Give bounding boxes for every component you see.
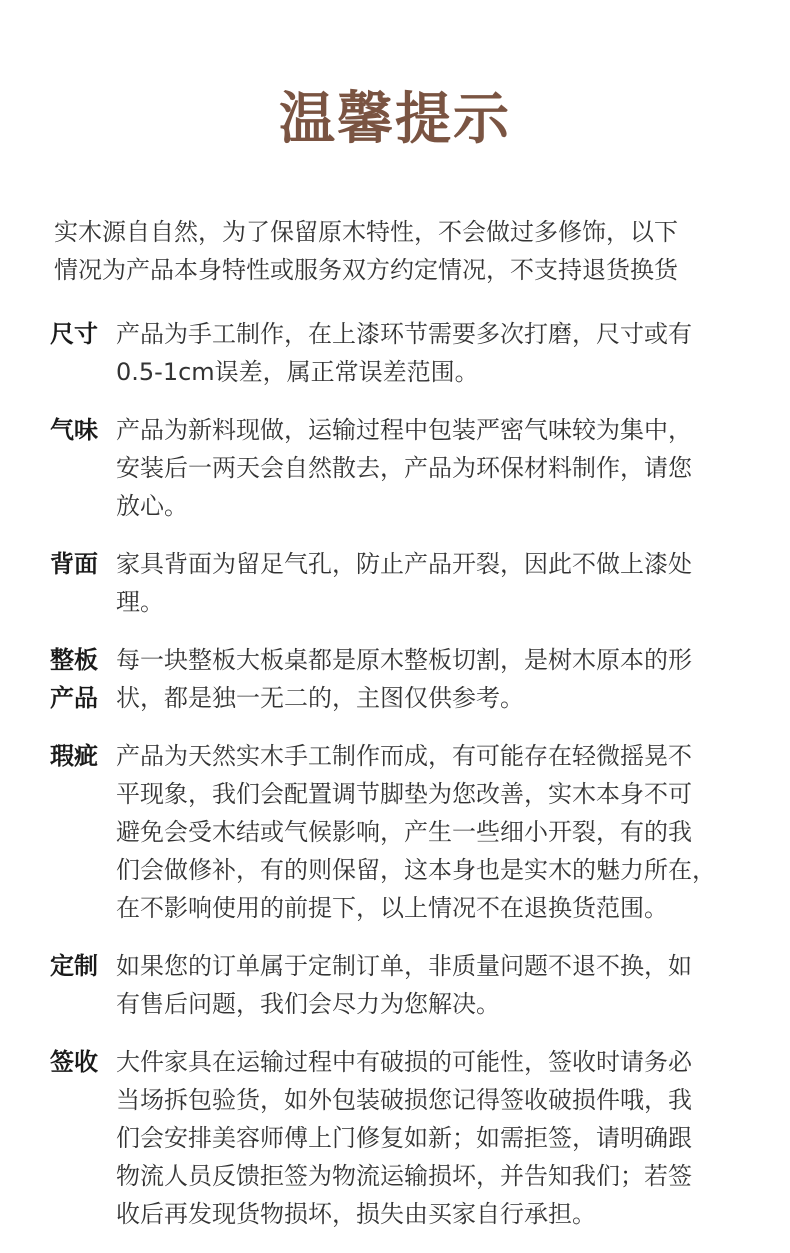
label-line: 尺寸 — [50, 320, 98, 348]
label-line: 背面 — [50, 550, 98, 578]
notice-items — [50, 315, 750, 1253]
label-line: 瑕疵 — [50, 742, 98, 770]
text-line: 避免会受木结或气候影响，产生一些细小开裂，有的我 — [116, 818, 692, 846]
text-line: 产品为新料现做，运输过程中包装严密气味较为集中， — [116, 416, 692, 444]
text-line: 产品为手工制作，在上漆环节需要多次打磨，尺寸或有 — [116, 320, 692, 348]
text-line: 每一块整板大板桌都是原木整板切割，是树木原本的形 — [116, 646, 692, 674]
notice-item-slab — [50, 641, 750, 717]
notice-item-label — [50, 737, 116, 775]
notice-item-text — [116, 737, 750, 927]
intro-paragraph — [54, 213, 744, 289]
text-line: 产品为天然实木手工制作而成，有可能存在轻微摇晃不 — [116, 742, 692, 770]
text-line: 安装后一两天会自然散去，产品为环保材料制作，请您 — [116, 454, 692, 482]
label-line: 整板 — [50, 646, 98, 674]
text-line: 们会安排美容师傅上门修复如新；如需拒签，请明确跟 — [116, 1124, 692, 1152]
label-line: 气味 — [50, 416, 98, 444]
label-line: 签收 — [50, 1048, 98, 1076]
label-line: 定制 — [50, 952, 98, 980]
notice-item-label — [50, 545, 116, 583]
notice-item-label — [50, 315, 116, 353]
notice-item-text — [116, 947, 750, 1023]
text-line: 如果您的订单属于定制订单，非质量问题不退不换，如 — [116, 952, 692, 980]
notice-item-text — [116, 1043, 750, 1233]
notice-item-label — [50, 1043, 116, 1081]
notice-item-text — [116, 545, 750, 621]
text-line: 物流人员反馈拒签为物流运输损坏，并告知我们；若签 — [116, 1162, 692, 1190]
text-line: 平现象，我们会配置调节脚垫为您改善，实木本身不可 — [116, 780, 692, 808]
notice-item-flaws — [50, 737, 750, 927]
text-line: 0.5-1cm误差，属正常误差范围。 — [116, 358, 479, 386]
intro-line: 实木源自自然，为了保留原木特性，不会做过多修饰，以下 — [54, 218, 678, 246]
notice-item-text — [116, 641, 750, 717]
notice-item-text — [116, 315, 750, 391]
label-line: 产品 — [50, 684, 98, 712]
text-line: 当场拆包验货，如外包装破损您记得签收破损件哦，我 — [116, 1086, 692, 1114]
notice-item-receipt — [50, 1043, 750, 1233]
text-line: 在不影响使用的前提下，以上情况不在退换货范围。 — [116, 894, 668, 922]
notice-item-text — [116, 411, 750, 525]
text-line: 有售后问题，我们会尽力为您解决。 — [116, 990, 500, 1018]
text-line: 收后再发现货物损坏，损失由买家自行承担。 — [116, 1200, 596, 1228]
page-title: 温馨提示 — [279, 87, 511, 152]
notice-item-label — [50, 641, 116, 717]
text-line: 们会做修补，有的则保留，这本身也是实木的魅力所在， — [116, 856, 716, 884]
text-line: 理。 — [116, 588, 164, 616]
text-line: 状，都是独一无二的，主图仅供参考。 — [116, 684, 524, 712]
notice-item-label — [50, 947, 116, 985]
notice-item-odor — [50, 411, 750, 525]
notice-item-back — [50, 545, 750, 621]
text-line: 家具背面为留足气孔，防止产品开裂，因此不做上漆处 — [116, 550, 692, 578]
text-line: 大件家具在运输过程中有破损的可能性，签收时请务必 — [116, 1048, 692, 1076]
notice-item-label — [50, 411, 116, 449]
intro-line: 情况为产品本身特性或服务双方约定情况，不支持退货换货 — [54, 256, 678, 284]
text-line: 放心。 — [116, 492, 188, 520]
notice-item-custom — [50, 947, 750, 1023]
notice-item-size — [50, 315, 750, 391]
